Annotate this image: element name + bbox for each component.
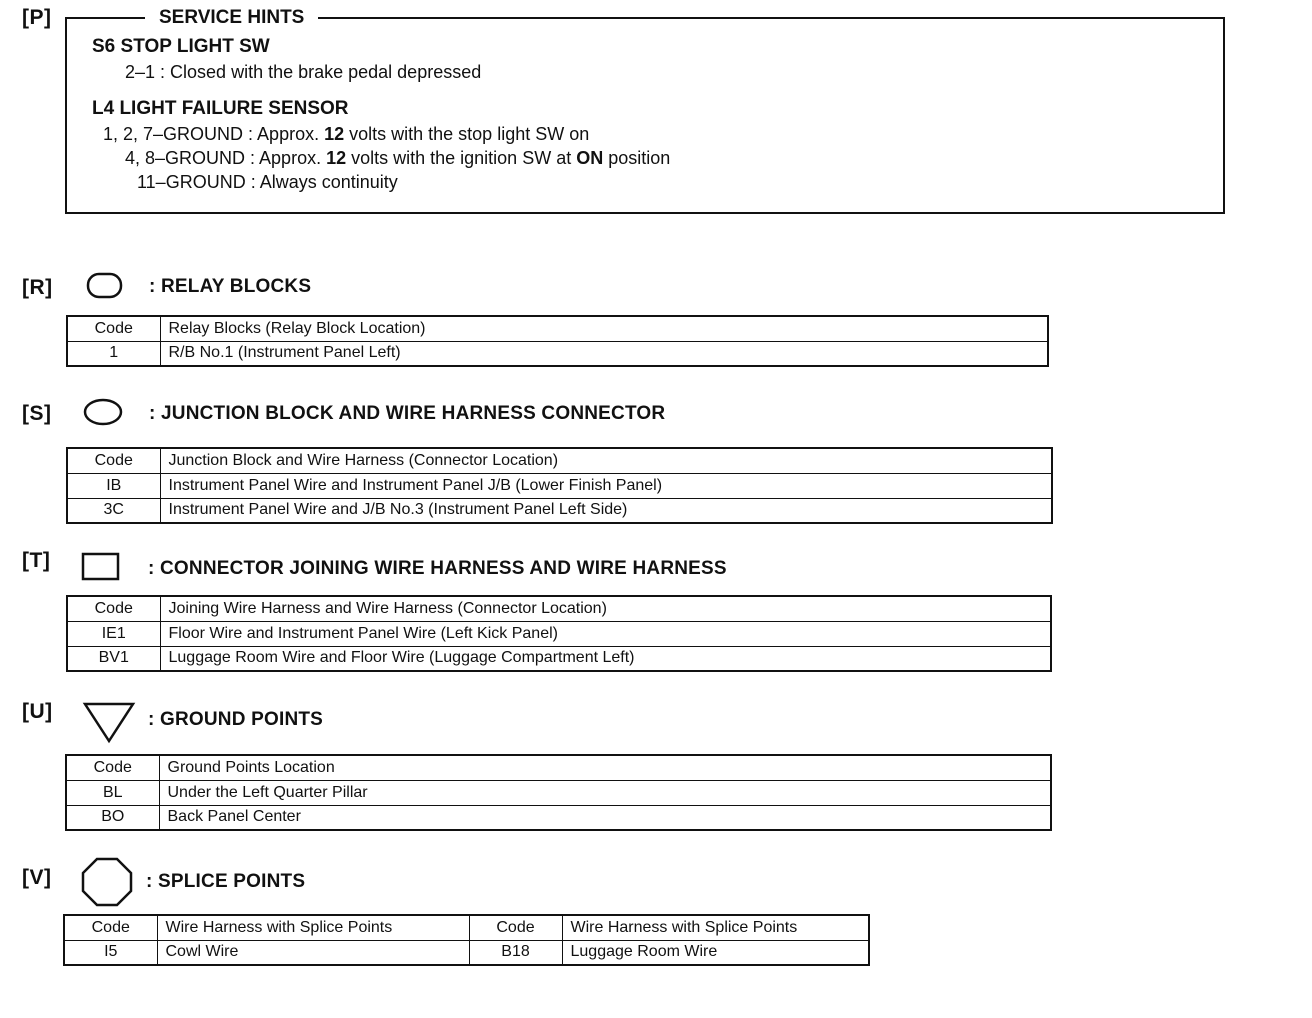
- table-header-row: [67, 448, 1052, 473]
- rounded-rect-icon: [86, 271, 124, 301]
- connectors-title: : CONNECTOR JOINING WIRE HARNESS AND WIRE HARNESS: [148, 558, 727, 579]
- l4-line-2-on: ON: [576, 148, 604, 168]
- s6-heading: S6 STOP LIGHT SW: [92, 36, 270, 57]
- section-label-p: [P]: [22, 6, 52, 29]
- row-code: 3C: [67, 498, 160, 523]
- service-hints-title: SERVICE HINTS: [145, 7, 318, 29]
- row-desc-2: Luggage Room Wire: [562, 940, 869, 965]
- splice-points-title: : SPLICE POINTS: [146, 871, 306, 892]
- row-desc: Luggage Room Wire and Floor Wire (Luggage Compartment Left): [160, 646, 1051, 671]
- header-code: Code: [67, 316, 160, 341]
- l4-line-2-value: 12: [326, 148, 347, 168]
- l4-line-1-value: 12: [324, 124, 345, 144]
- connectors-table: [66, 595, 1052, 672]
- section-label-u: [U]: [22, 700, 53, 723]
- header-code: Code: [67, 448, 160, 473]
- header-code-2: Code: [469, 915, 562, 940]
- row-desc: Back Panel Center: [159, 805, 1051, 830]
- octagon-icon: [80, 856, 134, 908]
- l4-line-3: 11–GROUND : Always continuity: [137, 172, 398, 192]
- row-code-2: B18: [469, 940, 562, 965]
- row-desc: Floor Wire and Instrument Panel Wire (Left Kick Panel): [160, 621, 1051, 646]
- table-row: [67, 341, 1048, 366]
- junction-blocks-table: [66, 447, 1053, 524]
- splice-points-table: [63, 914, 870, 966]
- header-desc: Joining Wire Harness and Wire Harness (Connector Location): [160, 596, 1051, 621]
- junction-blocks-title: : JUNCTION BLOCK AND WIRE HARNESS CONNECTOR: [149, 403, 666, 424]
- table-header-row: [67, 596, 1051, 621]
- oval-icon: [82, 397, 126, 429]
- header-code-1: Code: [64, 915, 157, 940]
- table-row: [67, 498, 1052, 523]
- header-code: Code: [66, 755, 159, 780]
- l4-line-1-text: 1, 2, 7–GROUND : Approx.: [103, 124, 325, 144]
- table-row: [64, 940, 869, 965]
- header-code: Code: [67, 596, 160, 621]
- row-code: 1: [67, 341, 160, 366]
- l4-heading: L4 LIGHT FAILURE SENSOR: [92, 98, 349, 119]
- l4-line-1-tail: volts with the stop light SW on: [344, 124, 590, 144]
- row-desc: Under the Left Quarter Pillar: [159, 780, 1051, 805]
- table-row: [66, 780, 1051, 805]
- l4-line-2-mid: volts with the ignition SW at: [346, 148, 577, 168]
- table-row: [67, 646, 1051, 671]
- table-header-row: [66, 755, 1051, 780]
- header-desc-2: Wire Harness with Splice Points: [562, 915, 869, 940]
- l4-line-2-tail: position: [603, 148, 671, 168]
- table-header-row: [67, 316, 1048, 341]
- row-code: BO: [66, 805, 159, 830]
- header-desc: Ground Points Location: [159, 755, 1051, 780]
- table-row: [67, 621, 1051, 646]
- section-label-t: [T]: [22, 549, 51, 572]
- section-label-v: [V]: [22, 866, 52, 889]
- row-code: IE1: [67, 621, 160, 646]
- row-desc-1: Cowl Wire: [157, 940, 469, 965]
- s6-line: 2–1 : Closed with the brake pedal depressed: [125, 62, 482, 82]
- table-row: [66, 805, 1051, 830]
- square-icon: [80, 551, 122, 583]
- ground-points-table: [65, 754, 1052, 831]
- header-desc-1: Wire Harness with Splice Points: [157, 915, 469, 940]
- header-desc: Relay Blocks (Relay Block Location): [160, 316, 1048, 341]
- row-code: IB: [67, 473, 160, 498]
- row-desc: Instrument Panel Wire and J/B No.3 (Instrument Panel Left Side): [160, 498, 1052, 523]
- section-label-r: [R]: [22, 276, 53, 299]
- l4-line-1: [103, 124, 589, 145]
- l4-line-2-text: 4, 8–GROUND : Approx.: [125, 148, 327, 168]
- table-row: [67, 473, 1052, 498]
- row-desc: Instrument Panel Wire and Instrument Panel J/B (Lower Finish Panel): [160, 473, 1052, 498]
- row-code: BL: [66, 780, 159, 805]
- ground-points-title: : GROUND POINTS: [148, 709, 324, 730]
- relay-blocks-title: : RELAY BLOCKS: [149, 276, 312, 297]
- row-code-1: I5: [64, 940, 157, 965]
- down-triangle-icon: [82, 700, 136, 744]
- row-code: BV1: [67, 646, 160, 671]
- header-desc: Junction Block and Wire Harness (Connector Location): [160, 448, 1052, 473]
- section-label-s: [S]: [22, 402, 52, 425]
- table-header-row: [64, 915, 869, 940]
- l4-line-2: [125, 148, 670, 169]
- relay-blocks-table: [66, 315, 1049, 367]
- row-desc: R/B No.1 (Instrument Panel Left): [160, 341, 1048, 366]
